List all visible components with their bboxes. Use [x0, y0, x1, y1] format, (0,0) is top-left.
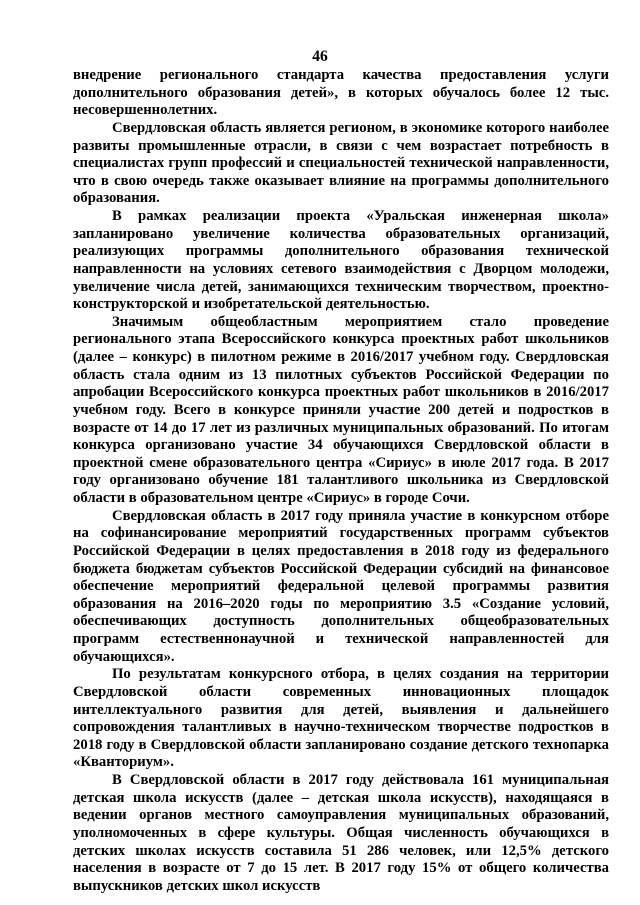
page-number: 46 — [312, 48, 328, 65]
paragraph-project-contest: Значимым общеобластным мероприятием стало проведение регионального этапа Всероссийского конкурса проектных работ школьников (далее – конкурс) в пилотном режиме в 2016/2017 учебном году. Свердловская область стала одним из 13 пилотных субъектов Российской Федерации по апробации Всероссийского конкурса проектных работ школьников в 2016/2017 учебном году. Всего в конкурсе приняли участие 200 детей и подростков в возрасте от 14 до 17 лет из различных муниципальных образований. По итогам конкурса организовано участие 34 обучающихся Свердловской области в проектной смене образовательного центра «Сириус» в июле 2017 года. В 2017 году организовано обучение 181 талантливого школьника из Свердловской области в образовательном центре «Сириус» в городе Сочи. — [73, 313, 609, 506]
paragraph-engineering-school: В рамках реализации проекта «Уральская инженерная школа» запланировано увеличение количества образовательных организаций, реализующих программы дополнительного образования технической направленности на условиях сетевого взаимодействия с Дворцом молодежи, увеличение числа детей, занимающихся техническим творчеством, проектно-конструкторской и изобретательской деятельностью. — [73, 208, 609, 313]
paragraph-continuation: внедрение регионального стандарта качества предоставления услуги дополнительного образования детей», в которых обучалось более 12 тыс. несовершеннолетних. — [73, 67, 609, 119]
paragraph-art-schools: В Свердловской области в 2017 году действовала 161 муниципальная детская школа искусств (далее – детская школа искусств), находящаяся в ведении органов местного самоуправления муниципальных образований, уполномоченных в сфере культуры. Общая численность обучающихся в детских школах искусств составила 51 286 человек, или 12,5% детского населения в возрасте от 7 до 15 лет. В 2017 году 15% от общего количества выпускников детских школ искусств — [73, 772, 609, 894]
paragraph-kvantorium: По результатам конкурсного отбора, в целях создания на территории Свердловской области современных инновационных площадок интеллектуального развития для детей, выявления и дальнейшего сопровождения талантливых в научно-техническом творчестве подростков в 2018 году в Свердловской области запланировано создание детского технопарка «Кванториум». — [73, 666, 609, 771]
document-body — [73, 67, 609, 895]
paragraph-cofinancing: Свердловская область в 2017 году приняла участие в конкурсном отборе на софинансирование мероприятий государственных программ субъектов Российской Федерации в целях предоставления в 2018 году из федерального бюджета бюджетам субъектов Российской Федерации субсидий на финансовое обеспечение мероприятий федеральной целевой программы развития образования на 2016–2020 годы по мероприятию 3.5 «Создание условий, обеспечивающих доступность дополнительных общеобразовательных программ естественнонаучной и технической направленностей для обучающихся». — [73, 507, 609, 665]
paragraph-industry: Свердловская область является регионом, в экономике которого наиболее развиты промышленные отрасли, в связи с чем возрастает потребность в специалистах групп профессий и специальностей технической направленности, что в свою очередь также оказывает влияние на программы дополнительного образования. — [73, 119, 609, 207]
